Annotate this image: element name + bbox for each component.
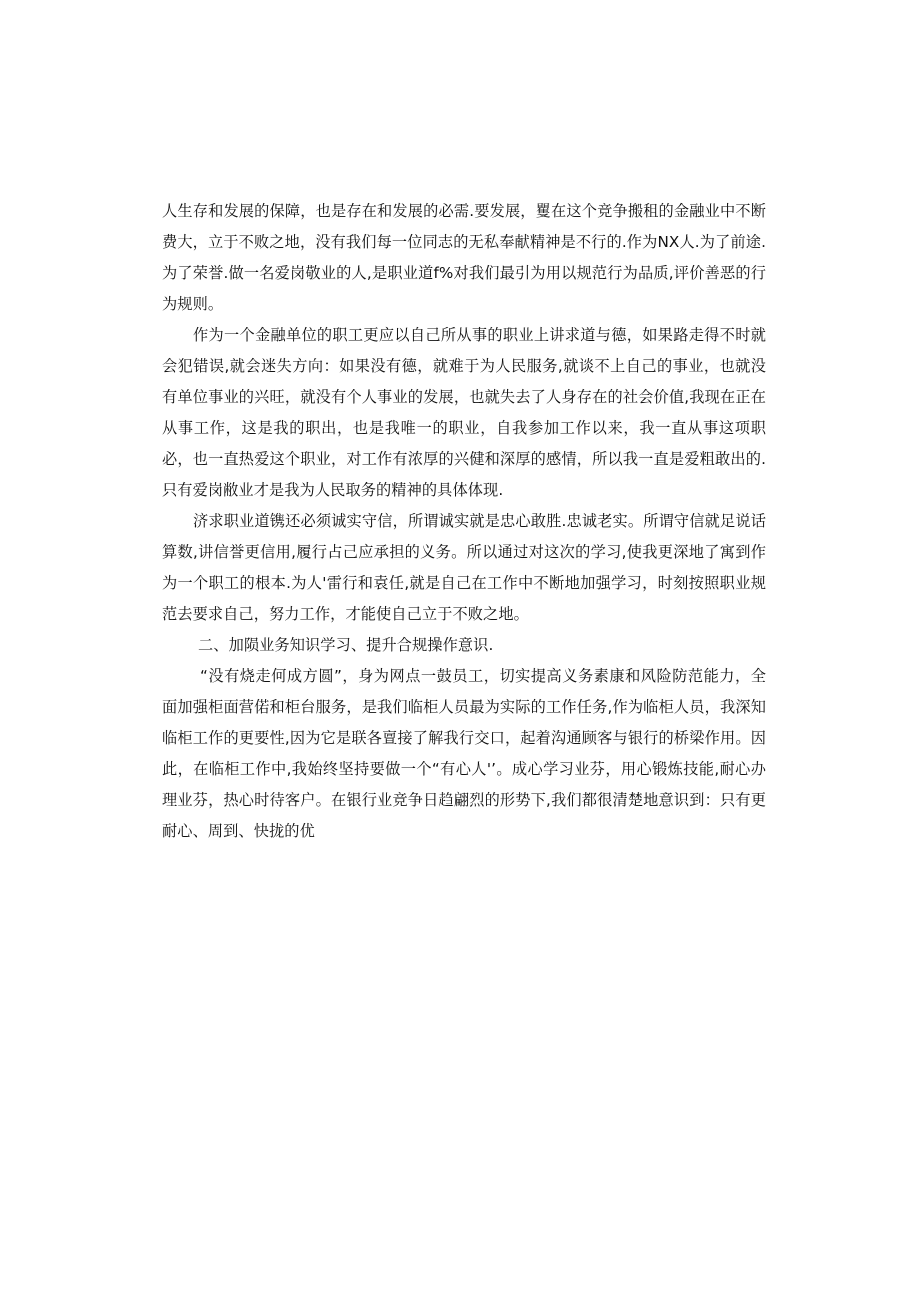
document-body <box>162 196 766 847</box>
paragraph-3: 济求职业道镌还必须诚实守信，所谓诚实就是忠心敢胜.忠诚老实。所谓守信就足说话算数,讲信誉更信用,履行占己应承担的义务。所以通过对这次的学习,使我更深地了寓到作为一个职工的根本.为人'雷行和袁任,就是自己在工作中不断地加强学习，时刻按照职业规范去要求自己，努力工作，才能使自己立于不败之地。 <box>162 512 766 623</box>
paragraph-4: “没有烧走何成方圆”，身为网点一鼓员工，切实提高义务素康和风险防范能力，全面加强柜面营偌和柜台服务，是我们临柜人员最为实际的工作任务,作为临柜人员，我深知临柜工作的更要性,因为它是联各亶接了解我行交口，起着沟通顾客与银行的桥梁作用。因此，在临柜工作中,我始终坚持要做一个“有心人'’。成心学习业芬，用心锻炼技能,耐心办理业芬，热心时待客户。在银行业竞争日趋翩烈的形势下,我们都很清楚地意识到：只有更耐心、周到、快拢的优 <box>162 667 766 840</box>
paragraph-1: 人生存和发展的保障，也是存在和发展的必需.要发展，矍在这个竞争搬租的金融业中不断费大，立于不败之地，没有我们每一位同志的无私奉献精神是不行的.作为NX人.为了前途.为了荣誉.做一名爱岗敬业的人,是职业道f%对我们最引为用以规范行为品质,评价善恶的行为规则。 <box>162 202 766 313</box>
paragraph-2: 作为一个金融单位的职工更应以自己所从事的职业上讲求道与德，如果路走得不时就会犯错误,就会迷失方向：如果没有德，就难于为人民服务,就谈不上自己的事业，也就没有单位事业的兴旺，就没有个人事业的发展，也就失去了人身存在的社会价值,我现在正在从事工作，这是我的职出，也是我唯一的职业，自我参加工作以来，我一直从事这项职必，也一直热爱这个职业，对工作有浓厚的兴健和深厚的感情，所以我一直是爱粗敢出的.只有爱岗敝业才是我为人民取务的精神的具体体现. <box>162 326 766 499</box>
section-heading: 二、加陨业务知识学习、提升合规操作意识. <box>198 636 494 654</box>
